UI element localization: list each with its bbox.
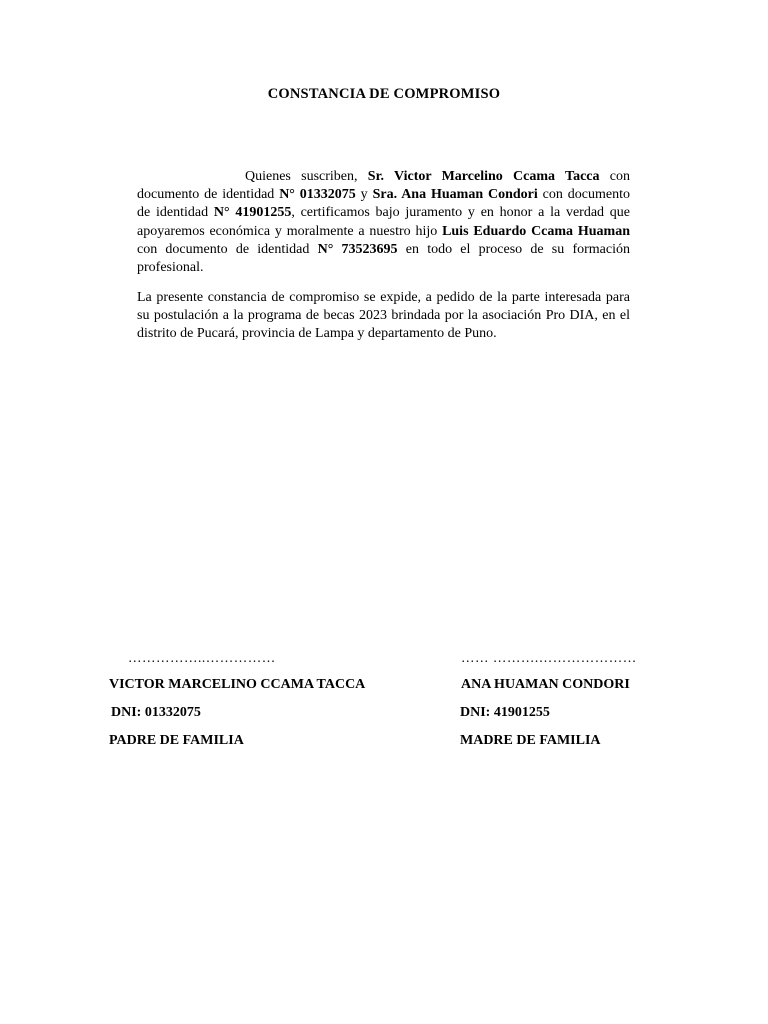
mother-signature-name: ANA HUAMAN CONDORI: [461, 677, 630, 692]
paragraph-text: con documento de identidad: [137, 187, 630, 221]
mother-id-number: N° 41901255: [213, 205, 292, 221]
document-title: CONSTANCIA DE COMPROMISO: [267, 86, 501, 102]
son-id-number: N° 73523695: [317, 241, 398, 257]
mother-signature-role: MADRE DE FAMILIA: [460, 733, 601, 748]
signature-line-left: ……………..……………: [128, 650, 276, 665]
paragraph-text: en todo el proceso de su formación profesional.: [137, 241, 630, 276]
paragraph-text: con documento de identidad: [137, 241, 318, 257]
father-signature-role: PADRE DE FAMILIA: [109, 733, 244, 748]
father-name: Sr. Victor Marcelino Ccama Tacca: [367, 169, 600, 184]
signature-line-right: …… ……….…………………: [461, 650, 637, 665]
father-signature-name: VICTOR MARCELINO CCAMA TACCA: [109, 677, 366, 692]
commitment-paragraph: [137, 168, 630, 277]
paragraph-text: y: [355, 187, 373, 203]
mother-signature-dni: DNI: 41901255: [460, 705, 550, 720]
son-name: Luis Eduardo Ccama Huaman: [442, 223, 630, 239]
purpose-paragraph: La presente constancia de compromiso se expide, a pedido de la parte interesada para su postulación a la programa de becas 2023 brindada por la asociación Pro DIA, en el distrito de Pucará, provincia de Lampa y departamento de Puno.: [137, 290, 630, 342]
father-id-number: N° 01332075: [279, 187, 356, 203]
paragraph-text: Quienes suscriben,: [245, 169, 368, 184]
paragraph-text: con documento de identidad: [137, 169, 630, 203]
father-signature-dni: DNI: 01332075: [111, 705, 201, 720]
mother-name: Sra. Ana Huaman Condori: [372, 187, 538, 203]
paragraph-text: , certificamos bajo juramento y en honor a la verdad que apoyaremos económica y moralmente a nuestro hijo: [137, 205, 631, 239]
